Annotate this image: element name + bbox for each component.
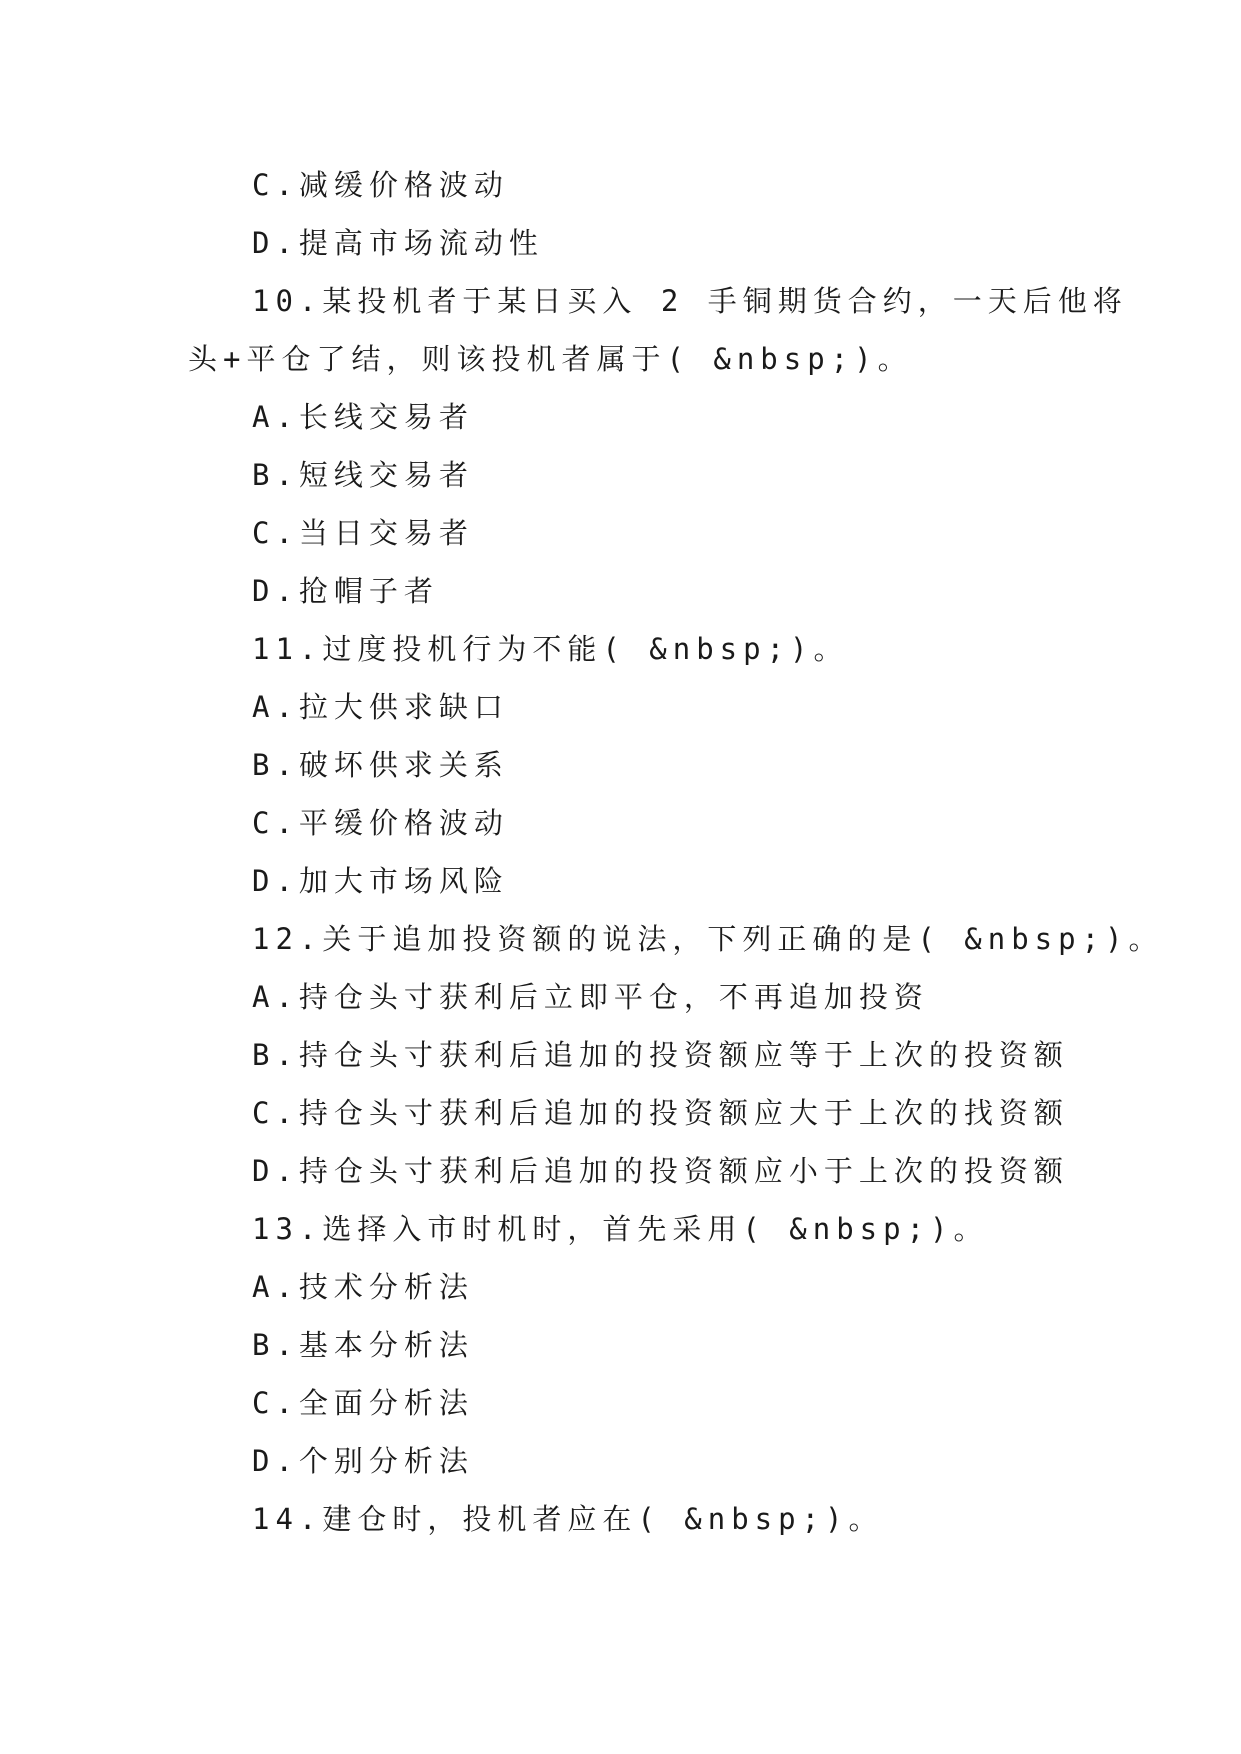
question-10: 10.某投机者于某日买入 2 手铜期货合约，一天后他将	[252, 284, 1128, 318]
option-b-q10: B.短线交易者	[252, 458, 474, 492]
option-b-q13: B.基本分析法	[252, 1328, 474, 1362]
option-c-q9: C.减缓价格波动	[252, 168, 509, 202]
question-13: 13.选择入市时机时，首先采用( &nbsp;)。	[252, 1212, 989, 1246]
option-c-q11: C.平缓价格波动	[252, 806, 509, 840]
option-c-q13: C.全面分析法	[252, 1386, 474, 1420]
question-14: 14.建仓时，投机者应在( &nbsp;)。	[252, 1502, 884, 1536]
option-b-q11: B.破坏供求关系	[252, 748, 509, 782]
option-a-q11: A.拉大供求缺口	[252, 690, 509, 724]
question-11: 11.过度投机行为不能( &nbsp;)。	[252, 632, 849, 666]
option-d-q9: D.提高市场流动性	[252, 226, 544, 260]
option-d-q10: D.抢帽子者	[252, 574, 439, 608]
option-a-q12: A.持仓头寸获利后立即平仓，不再追加投资	[252, 980, 929, 1014]
option-c-q10: C.当日交易者	[252, 516, 474, 550]
question-10-continued: 头+平仓了结，则该投机者属于( &nbsp;)。	[188, 342, 913, 376]
question-12: 12.关于追加投资额的说法，下列正确的是( &nbsp;)。	[252, 922, 1164, 956]
option-d-q12: D.持仓头寸获利后追加的投资额应小于上次的投资额	[252, 1154, 1069, 1188]
option-c-q12: C.持仓头寸获利后追加的投资额应大于上次的找资额	[252, 1096, 1069, 1130]
option-d-q13: D.个别分析法	[252, 1444, 474, 1478]
option-a-q10: A.长线交易者	[252, 400, 474, 434]
option-d-q11: D.加大市场风险	[252, 864, 509, 898]
option-a-q13: A.技术分析法	[252, 1270, 474, 1304]
option-b-q12: B.持仓头寸获利后追加的投资额应等于上次的投资额	[252, 1038, 1069, 1072]
